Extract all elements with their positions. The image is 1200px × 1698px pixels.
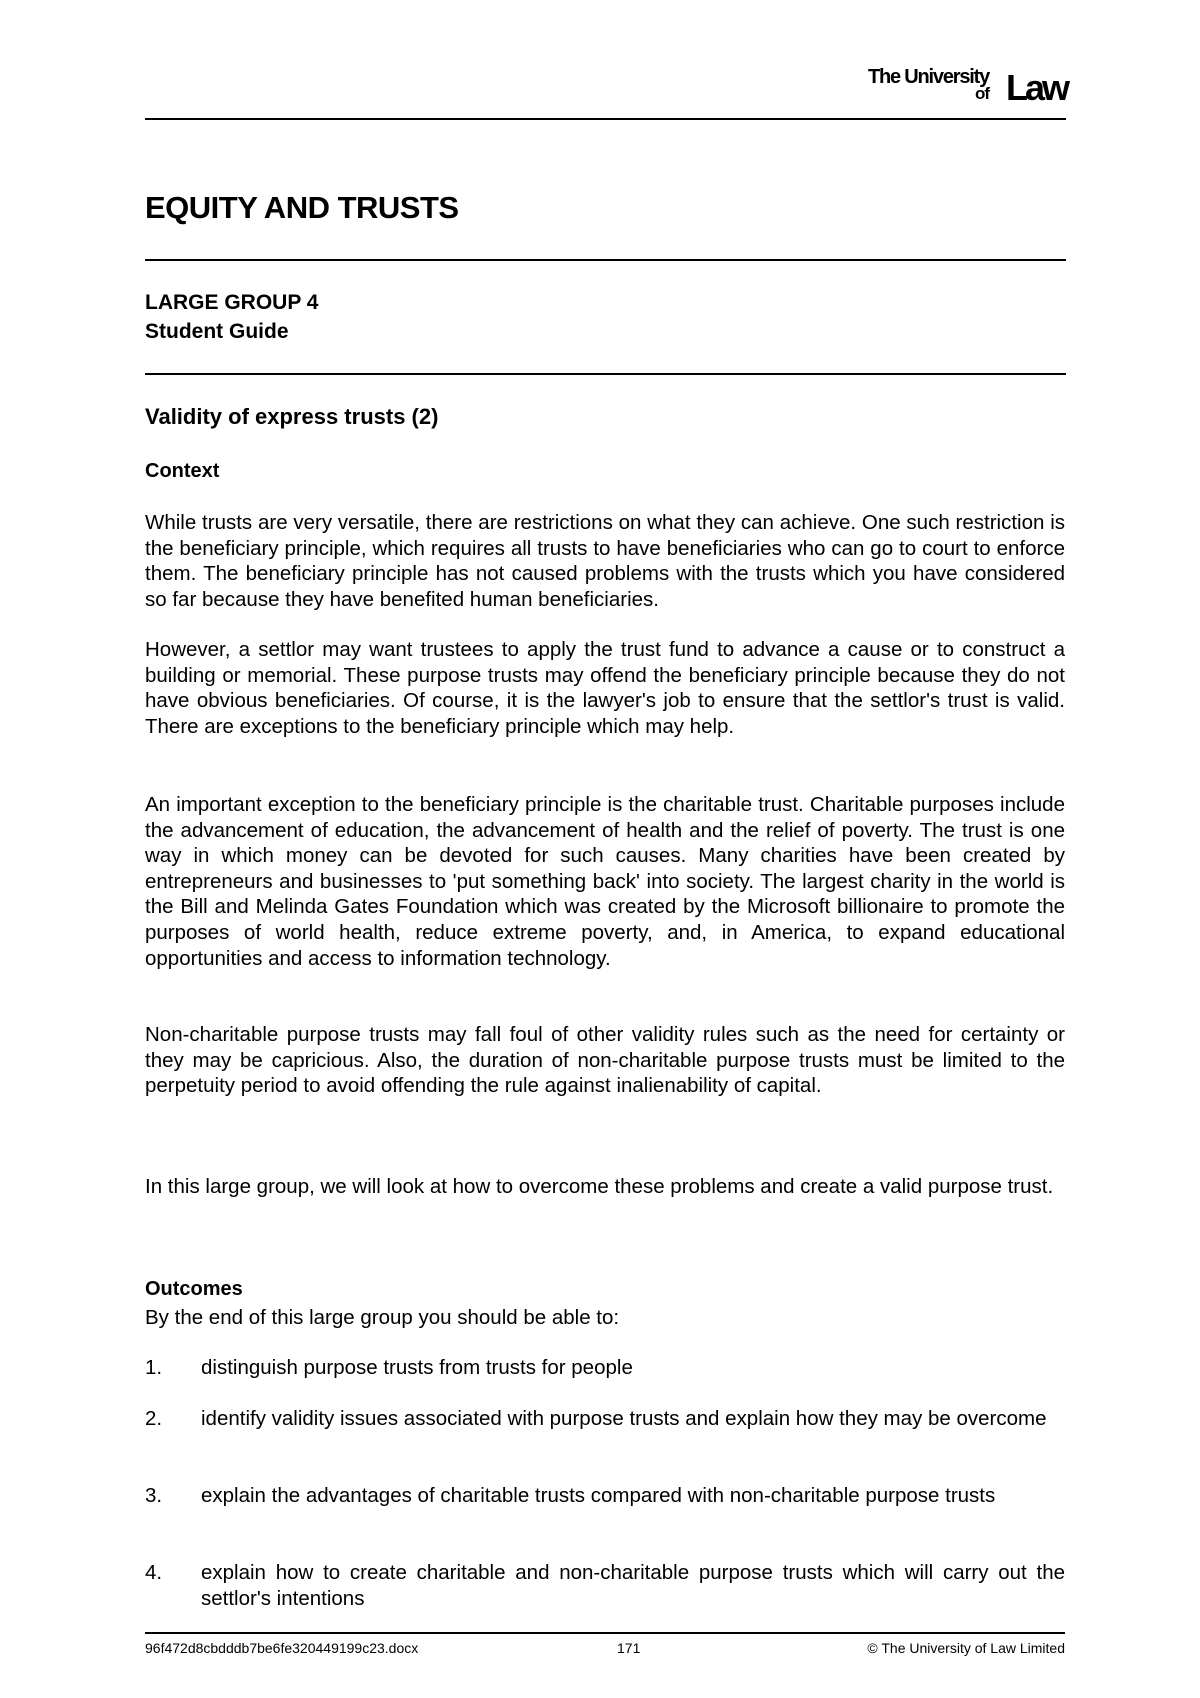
logo-line-1: The University <box>867 66 989 88</box>
outcome-item <box>145 1560 1065 1611</box>
subheader-rule <box>145 373 1066 375</box>
outcomes-intro: By the end of this large group you should be able to: <box>145 1306 620 1329</box>
outcome-text: explain how to create charitable and non-charitable purpose trusts which will carry out the settlor's intentions <box>201 1561 1065 1610</box>
outcome-item <box>145 1355 1065 1381</box>
outcome-number: 1. <box>145 1356 163 1379</box>
context-heading: Context <box>145 460 220 482</box>
paragraph: An important exception to the beneficiary principle is the charitable trust. Charitable purposes include the advancement of education, the advancement of health and the relief of poverty. The trust is one way in which money can be devoted for such causes. Many charities have been created by entrepreneurs and businesses to 'put something back' into society. The largest charity in the world is the Bill and Melinda Gates Foundation which was created by the Microsoft billionaire to promote the purposes of world health, reduce extreme poverty, and, in America, to expand educational opportunities and access to information technology. <box>145 793 1065 970</box>
paragraph: In this large group, we will look at how to overcome these problems and create a valid purpose trust. <box>145 1175 1054 1198</box>
outcomes-heading: Outcomes <box>145 1278 243 1300</box>
outcome-text: explain the advantages of charitable trusts compared with non-charitable purpose trusts <box>201 1484 996 1507</box>
outcome-number: 4. <box>145 1561 163 1584</box>
section-title: Validity of express trusts (2) <box>145 404 439 429</box>
title-rule <box>145 259 1066 261</box>
outcome-text: identify validity issues associated with purpose trusts and explain how they may be overcome <box>201 1407 1047 1430</box>
subheader <box>145 288 318 346</box>
outcome-item <box>145 1483 1065 1509</box>
university-of-law-logo <box>857 66 1067 110</box>
footer-filename: 96f472d8cbdddb7be6fe320449199c23.docx <box>145 1640 419 1656</box>
subheader-guide: Student Guide <box>145 320 289 343</box>
outcome-item <box>145 1406 1065 1432</box>
logo-line-2: of <box>974 84 989 103</box>
page-footer <box>145 1632 1065 1658</box>
outcome-number: 3. <box>145 1484 163 1507</box>
subheader-group: LARGE GROUP 4 <box>145 291 319 314</box>
logo-line-3: Law <box>1005 67 1067 108</box>
footer-copyright: © The University of Law Limited <box>867 1640 1065 1656</box>
paragraph: However, a settlor may want trustees to apply the trust fund to advance a cause or to construct a building or memorial. These purpose trusts may offend the beneficiary principle because they do not have obvious beneficiaries. Of course, it is the lawyer's job to ensure that the settlor's trust is valid. There are exceptions to the beneficiary principle which may help. <box>145 638 1065 738</box>
document-title: EQUITY AND TRUSTS <box>145 190 459 225</box>
outcome-text: distinguish purpose trusts from trusts for people <box>201 1356 633 1379</box>
footer-page-number: 171 <box>617 1640 641 1656</box>
paragraph: Non-charitable purpose trusts may fall foul of other validity rules such as the need for certainty or they may be capricious. Also, the duration of non-charitable purpose trusts must be limited to the perpetuity period to avoid offending the rule against inalienability of capital. <box>145 1023 1065 1098</box>
paragraph: While trusts are very versatile, there are restrictions on what they can achieve. One such restriction is the beneficiary principle, which requires all trusts to have beneficiaries who can go to court to enforce them. The beneficiary principle has not caused problems with the trusts which you have considered so far because they have benefited human beneficiaries. <box>145 511 1065 611</box>
header-rule <box>145 118 1066 120</box>
outcome-number: 2. <box>145 1407 163 1430</box>
